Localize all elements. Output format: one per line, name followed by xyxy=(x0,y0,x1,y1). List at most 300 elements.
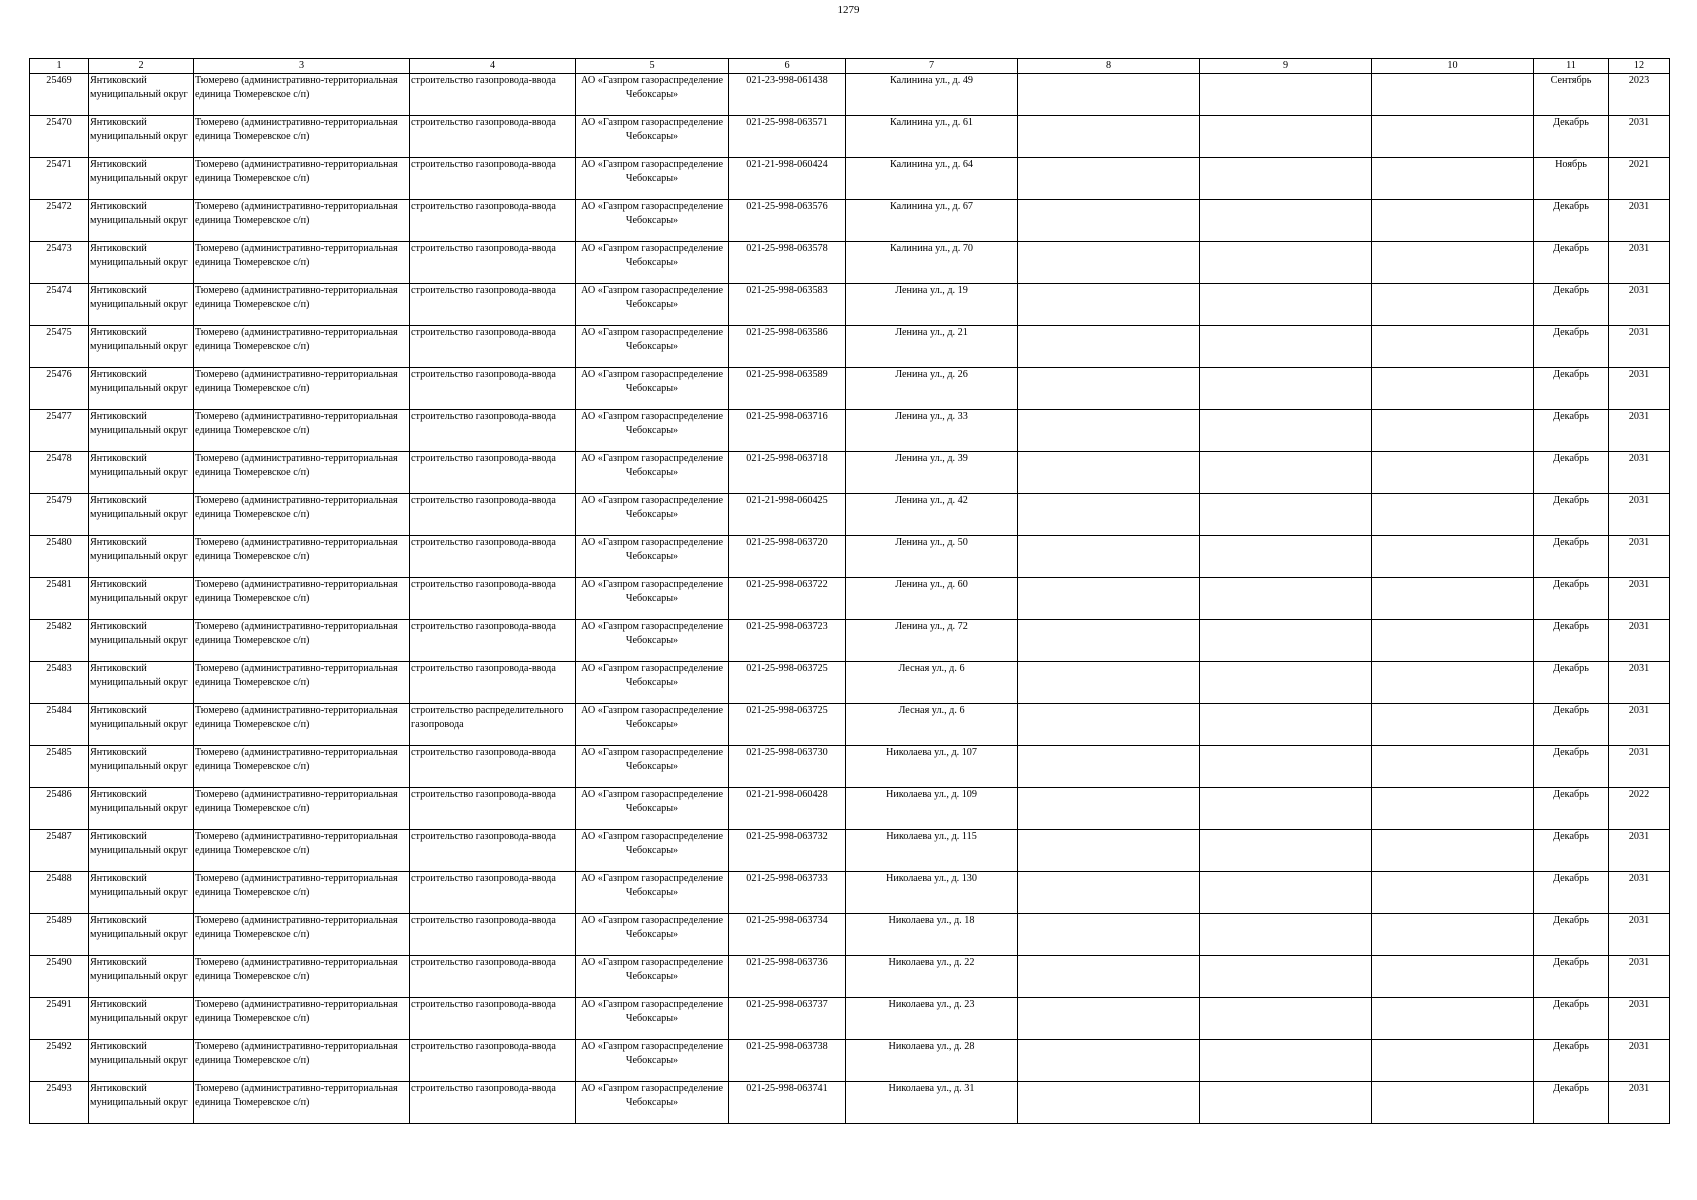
column-10-cell xyxy=(1372,74,1534,116)
settlement-cell xyxy=(194,74,410,116)
object-code-cell-text: 021-25-998-063576 xyxy=(746,201,828,212)
column-header: 3 xyxy=(194,59,410,74)
settlement-cell xyxy=(194,494,410,536)
district-cell-text: Янтиковский муниципальный округ xyxy=(90,789,188,814)
address-cell-text: Ленина ул., д. 60 xyxy=(895,579,968,590)
organization-cell xyxy=(576,410,729,452)
activity-cell xyxy=(410,746,576,788)
organization-cell xyxy=(576,200,729,242)
settlement-cell xyxy=(194,158,410,200)
month-cell xyxy=(1534,1082,1609,1124)
year-cell-text: 2031 xyxy=(1628,201,1650,212)
settlement-cell xyxy=(194,368,410,410)
table-body xyxy=(30,74,1670,1124)
table-row xyxy=(30,116,1670,158)
address-cell xyxy=(846,620,1018,662)
settlement-cell xyxy=(194,242,410,284)
column-10-cell-text xyxy=(1373,242,1532,283)
column-9-cell xyxy=(1200,872,1372,914)
activity-cell-text: строительство газопровода-ввода xyxy=(411,495,556,506)
organization-cell xyxy=(576,536,729,578)
column-9-cell xyxy=(1200,116,1372,158)
row-number-cell-text: 25486 xyxy=(46,789,72,800)
column-header: 4 xyxy=(410,59,576,74)
header-row xyxy=(30,59,1670,74)
organization-cell-text: АО «Газпром газораспределение Чебоксары» xyxy=(580,201,724,226)
address-cell xyxy=(846,578,1018,620)
column-9-cell xyxy=(1200,242,1372,284)
object-code-cell xyxy=(729,326,846,368)
object-code-cell-text: 021-25-998-063733 xyxy=(746,873,828,884)
object-code-cell-text: 021-21-998-060428 xyxy=(746,789,828,800)
object-code-cell xyxy=(729,998,846,1040)
object-code-cell xyxy=(729,1040,846,1082)
row-number-cell xyxy=(30,158,89,200)
organization-cell-text: АО «Газпром газораспределение Чебоксары» xyxy=(580,327,724,352)
month-cell-text: Декабрь xyxy=(1553,999,1589,1010)
column-header: 2 xyxy=(89,59,194,74)
year-cell-text: 2031 xyxy=(1628,579,1650,590)
activity-cell xyxy=(410,1040,576,1082)
district-cell xyxy=(89,788,194,830)
object-code-cell xyxy=(729,200,846,242)
column-9-cell xyxy=(1200,494,1372,536)
column-10-cell xyxy=(1372,914,1534,956)
object-code-cell xyxy=(729,1082,846,1124)
activity-cell xyxy=(410,74,576,116)
column-header: 9 xyxy=(1200,59,1372,74)
object-code-cell-text: 021-25-998-063737 xyxy=(746,999,828,1010)
month-cell xyxy=(1534,746,1609,788)
activity-cell-text: строительство газопровода-ввода xyxy=(411,243,556,254)
settlement-cell xyxy=(194,1040,410,1082)
object-code-cell-text: 021-25-998-063586 xyxy=(746,327,828,338)
organization-cell-text: АО «Газпром газораспределение Чебоксары» xyxy=(580,369,724,394)
district-cell xyxy=(89,536,194,578)
object-code-cell xyxy=(729,494,846,536)
year-cell-text: 2031 xyxy=(1628,873,1650,884)
address-cell xyxy=(846,662,1018,704)
row-number-cell-text: 25471 xyxy=(46,159,72,170)
object-code-cell-text: 021-25-998-063725 xyxy=(746,663,828,674)
month-cell xyxy=(1534,1040,1609,1082)
address-cell-text: Ленина ул., д. 50 xyxy=(895,537,968,548)
organization-cell-text: АО «Газпром газораспределение Чебоксары» xyxy=(580,411,724,436)
column-8-cell xyxy=(1018,74,1200,116)
district-cell-text: Янтиковский муниципальный округ xyxy=(90,243,188,268)
organization-cell xyxy=(576,662,729,704)
year-cell-text: 2031 xyxy=(1628,831,1650,842)
table-row xyxy=(30,704,1670,746)
row-number-cell xyxy=(30,494,89,536)
row-number-cell-text: 25490 xyxy=(46,957,72,968)
month-cell-text: Декабрь xyxy=(1553,243,1589,254)
month-cell xyxy=(1534,956,1609,998)
column-10-cell-text xyxy=(1373,746,1532,787)
column-10-cell xyxy=(1372,704,1534,746)
column-9-cell xyxy=(1200,662,1372,704)
column-9-cell-text xyxy=(1201,830,1370,871)
organization-cell-text: АО «Газпром газораспределение Чебоксары» xyxy=(580,705,724,730)
column-8-cell xyxy=(1018,872,1200,914)
column-9-cell xyxy=(1200,536,1372,578)
column-10-cell xyxy=(1372,452,1534,494)
column-8-cell xyxy=(1018,284,1200,326)
month-cell xyxy=(1534,578,1609,620)
month-cell xyxy=(1534,620,1609,662)
column-header: 8 xyxy=(1018,59,1200,74)
column-10-cell-text xyxy=(1373,1082,1532,1123)
settlement-cell xyxy=(194,914,410,956)
settlement-cell xyxy=(194,746,410,788)
column-9-cell-text xyxy=(1201,74,1370,115)
year-cell-text: 2031 xyxy=(1628,621,1650,632)
year-cell-text: 2031 xyxy=(1628,411,1650,422)
object-code-cell-text: 021-25-998-063736 xyxy=(746,957,828,968)
column-9-cell-text xyxy=(1201,788,1370,829)
activity-cell xyxy=(410,704,576,746)
district-cell-text: Янтиковский муниципальный округ xyxy=(90,579,188,604)
column-8-cell xyxy=(1018,704,1200,746)
district-cell-text: Янтиковский муниципальный округ xyxy=(90,915,188,940)
column-10-cell-text xyxy=(1373,410,1532,451)
object-code-cell-text: 021-25-998-063723 xyxy=(746,621,828,632)
year-cell xyxy=(1609,494,1670,536)
settlement-cell-text: Тюмерево (административно-территориальная единица Тюмеревское с/п) xyxy=(195,789,398,814)
table-row xyxy=(30,74,1670,116)
year-cell xyxy=(1609,242,1670,284)
activity-cell-text: строительство газопровода-ввода xyxy=(411,453,556,464)
year-cell xyxy=(1609,452,1670,494)
district-cell-text: Янтиковский муниципальный округ xyxy=(90,495,188,520)
month-cell-text: Декабрь xyxy=(1553,705,1589,716)
month-cell-text: Ноябрь xyxy=(1555,159,1587,170)
settlement-cell-text: Тюмерево (административно-территориальная единица Тюмеревское с/п) xyxy=(195,663,398,688)
settlement-cell xyxy=(194,872,410,914)
column-8-cell xyxy=(1018,452,1200,494)
address-cell-text: Ленина ул., д. 72 xyxy=(895,621,968,632)
column-10-cell-text xyxy=(1373,998,1532,1039)
address-cell xyxy=(846,326,1018,368)
district-cell xyxy=(89,746,194,788)
column-10-cell xyxy=(1372,200,1534,242)
row-number-cell xyxy=(30,704,89,746)
object-code-cell xyxy=(729,578,846,620)
address-cell xyxy=(846,74,1018,116)
district-cell-text: Янтиковский муниципальный округ xyxy=(90,411,188,436)
column-8-cell xyxy=(1018,200,1200,242)
organization-cell xyxy=(576,1082,729,1124)
activity-cell-text: строительство газопровода-ввода xyxy=(411,831,556,842)
column-10-cell-text xyxy=(1373,284,1532,325)
row-number-cell-text: 25470 xyxy=(46,117,72,128)
organization-cell-text: АО «Газпром газораспределение Чебоксары» xyxy=(580,747,724,772)
column-header: 1 xyxy=(30,59,89,74)
column-8-cell xyxy=(1018,956,1200,998)
organization-cell xyxy=(576,830,729,872)
row-number-cell-text: 25477 xyxy=(46,411,72,422)
column-9-cell-text xyxy=(1201,872,1370,913)
settlement-cell xyxy=(194,284,410,326)
activity-cell xyxy=(410,368,576,410)
row-number-cell xyxy=(30,410,89,452)
month-cell-text: Декабрь xyxy=(1553,453,1589,464)
settlement-cell xyxy=(194,830,410,872)
row-number-cell xyxy=(30,1040,89,1082)
year-cell-text: 2022 xyxy=(1628,789,1650,800)
row-number-cell-text: 25475 xyxy=(46,327,72,338)
address-cell xyxy=(846,200,1018,242)
object-code-cell-text: 021-25-998-063718 xyxy=(746,453,828,464)
address-cell-text: Калинина ул., д. 49 xyxy=(889,75,974,86)
address-cell-text: Калинина ул., д. 61 xyxy=(889,117,974,128)
district-cell xyxy=(89,326,194,368)
column-8-cell xyxy=(1018,326,1200,368)
column-9-cell xyxy=(1200,788,1372,830)
column-9-cell-text xyxy=(1201,662,1370,703)
address-cell xyxy=(846,410,1018,452)
object-code-cell-text: 021-25-998-063732 xyxy=(746,831,828,842)
year-cell xyxy=(1609,830,1670,872)
district-cell xyxy=(89,956,194,998)
object-code-cell xyxy=(729,536,846,578)
object-code-cell xyxy=(729,704,846,746)
column-9-cell xyxy=(1200,452,1372,494)
district-cell-text: Янтиковский муниципальный округ xyxy=(90,705,188,730)
activity-cell xyxy=(410,620,576,662)
column-9-cell xyxy=(1200,1082,1372,1124)
row-number-cell-text: 25485 xyxy=(46,747,72,758)
address-cell xyxy=(846,872,1018,914)
month-cell-text: Декабрь xyxy=(1553,117,1589,128)
object-code-cell xyxy=(729,74,846,116)
column-8-cell-text xyxy=(1019,830,1198,871)
district-cell xyxy=(89,116,194,158)
activity-cell-text: строительство газопровода-ввода xyxy=(411,537,556,548)
settlement-cell-text: Тюмерево (административно-территориальная единица Тюмеревское с/п) xyxy=(195,621,398,646)
column-10-cell-text xyxy=(1373,578,1532,619)
column-10-cell xyxy=(1372,1082,1534,1124)
settlement-cell-text: Тюмерево (административно-территориальная единица Тюмеревское с/п) xyxy=(195,411,398,436)
year-cell xyxy=(1609,788,1670,830)
year-cell xyxy=(1609,158,1670,200)
activity-cell xyxy=(410,116,576,158)
row-number-cell xyxy=(30,200,89,242)
object-code-cell xyxy=(729,116,846,158)
object-code-cell-text: 021-21-998-060424 xyxy=(746,159,828,170)
activity-cell-text: строительство газопровода-ввода xyxy=(411,159,556,170)
district-cell-text: Янтиковский муниципальный округ xyxy=(90,327,188,352)
object-code-cell-text: 021-25-998-063589 xyxy=(746,369,828,380)
organization-cell xyxy=(576,704,729,746)
column-9-cell-text xyxy=(1201,242,1370,283)
district-cell xyxy=(89,914,194,956)
organization-cell-text: АО «Газпром газораспределение Чебоксары» xyxy=(580,495,724,520)
month-cell xyxy=(1534,872,1609,914)
district-cell xyxy=(89,998,194,1040)
address-cell xyxy=(846,746,1018,788)
district-cell-text: Янтиковский муниципальный округ xyxy=(90,999,188,1024)
settlement-cell-text: Тюмерево (административно-территориальная единица Тюмеревское с/п) xyxy=(195,495,398,520)
column-9-cell-text xyxy=(1201,284,1370,325)
object-code-cell-text: 021-25-998-063571 xyxy=(746,117,828,128)
column-9-cell-text xyxy=(1201,578,1370,619)
column-header: 5 xyxy=(576,59,729,74)
row-number-cell-text: 25484 xyxy=(46,705,72,716)
month-cell xyxy=(1534,704,1609,746)
settlement-cell-text: Тюмерево (административно-территориальная единица Тюмеревское с/п) xyxy=(195,369,398,394)
table-row xyxy=(30,368,1670,410)
month-cell xyxy=(1534,284,1609,326)
object-code-cell-text: 021-25-998-063722 xyxy=(746,579,828,590)
column-10-cell xyxy=(1372,872,1534,914)
table-row xyxy=(30,914,1670,956)
register-table xyxy=(29,58,1670,1124)
table-row xyxy=(30,872,1670,914)
month-cell xyxy=(1534,830,1609,872)
address-cell xyxy=(846,158,1018,200)
row-number-cell xyxy=(30,746,89,788)
district-cell xyxy=(89,410,194,452)
organization-cell-text: АО «Газпром газораспределение Чебоксары» xyxy=(580,159,724,184)
activity-cell-text: строительство газопровода-ввода xyxy=(411,747,556,758)
row-number-cell xyxy=(30,536,89,578)
column-9-cell xyxy=(1200,578,1372,620)
organization-cell xyxy=(576,578,729,620)
activity-cell-text: строительство газопровода-ввода xyxy=(411,285,556,296)
row-number-cell xyxy=(30,872,89,914)
row-number-cell-text: 25473 xyxy=(46,243,72,254)
activity-cell xyxy=(410,326,576,368)
column-10-cell xyxy=(1372,662,1534,704)
district-cell xyxy=(89,242,194,284)
activity-cell-text: строительство газопровода-ввода xyxy=(411,327,556,338)
month-cell-text: Декабрь xyxy=(1553,1041,1589,1052)
month-cell xyxy=(1534,116,1609,158)
organization-cell-text: АО «Газпром газораспределение Чебоксары» xyxy=(580,1041,724,1066)
object-code-cell xyxy=(729,620,846,662)
row-number-cell-text: 25488 xyxy=(46,873,72,884)
organization-cell-text: АО «Газпром газораспределение Чебоксары» xyxy=(580,537,724,562)
organization-cell xyxy=(576,368,729,410)
column-9-cell xyxy=(1200,1040,1372,1082)
activity-cell xyxy=(410,452,576,494)
organization-cell-text: АО «Газпром газораспределение Чебоксары» xyxy=(580,999,724,1024)
organization-cell xyxy=(576,746,729,788)
district-cell-text: Янтиковский муниципальный округ xyxy=(90,1083,188,1108)
activity-cell xyxy=(410,242,576,284)
address-cell-text: Калинина ул., д. 70 xyxy=(889,243,974,254)
row-number-cell xyxy=(30,284,89,326)
column-10-cell-text xyxy=(1373,452,1532,493)
address-cell xyxy=(846,494,1018,536)
address-cell-text: Николаева ул., д. 23 xyxy=(888,999,975,1010)
year-cell xyxy=(1609,74,1670,116)
district-cell-text: Янтиковский муниципальный округ xyxy=(90,453,188,478)
activity-cell-text: строительство газопровода-ввода xyxy=(411,1041,556,1052)
column-8-cell-text xyxy=(1019,116,1198,157)
column-8-cell xyxy=(1018,620,1200,662)
column-header: 12 xyxy=(1609,59,1670,74)
object-code-cell xyxy=(729,284,846,326)
address-cell xyxy=(846,1082,1018,1124)
year-cell xyxy=(1609,620,1670,662)
column-10-cell xyxy=(1372,158,1534,200)
column-8-cell-text xyxy=(1019,788,1198,829)
settlement-cell-text: Тюмерево (административно-территориальная единица Тюмеревское с/п) xyxy=(195,957,398,982)
district-cell-text: Янтиковский муниципальный округ xyxy=(90,75,188,100)
column-9-cell xyxy=(1200,284,1372,326)
object-code-cell xyxy=(729,956,846,998)
month-cell-text: Декабрь xyxy=(1553,537,1589,548)
table-row xyxy=(30,620,1670,662)
column-9-cell xyxy=(1200,368,1372,410)
column-8-cell-text xyxy=(1019,74,1198,115)
column-8-cell xyxy=(1018,410,1200,452)
month-cell xyxy=(1534,200,1609,242)
organization-cell-text: АО «Газпром газораспределение Чебоксары» xyxy=(580,117,724,142)
column-8-cell-text xyxy=(1019,746,1198,787)
month-cell-text: Декабрь xyxy=(1553,411,1589,422)
table-row xyxy=(30,578,1670,620)
organization-cell xyxy=(576,284,729,326)
month-cell xyxy=(1534,74,1609,116)
year-cell-text: 2031 xyxy=(1628,705,1650,716)
activity-cell-text: строительство газопровода-ввода xyxy=(411,789,556,800)
column-9-cell-text xyxy=(1201,1040,1370,1081)
organization-cell-text: АО «Газпром газораспределение Чебоксары» xyxy=(580,831,724,856)
activity-cell xyxy=(410,1082,576,1124)
district-cell-text: Янтиковский муниципальный округ xyxy=(90,537,188,562)
object-code-cell xyxy=(729,368,846,410)
column-8-cell-text xyxy=(1019,242,1198,283)
column-header: 11 xyxy=(1534,59,1609,74)
table-row xyxy=(30,536,1670,578)
column-10-cell-text xyxy=(1373,620,1532,661)
row-number-cell xyxy=(30,998,89,1040)
year-cell xyxy=(1609,872,1670,914)
activity-cell xyxy=(410,830,576,872)
settlement-cell-text: Тюмерево (административно-территориальная единица Тюмеревское с/п) xyxy=(195,243,398,268)
column-9-cell xyxy=(1200,326,1372,368)
address-cell-text: Николаева ул., д. 130 xyxy=(886,873,977,884)
month-cell-text: Декабрь xyxy=(1553,369,1589,380)
table-row xyxy=(30,788,1670,830)
year-cell-text: 2031 xyxy=(1628,663,1650,674)
settlement-cell xyxy=(194,788,410,830)
column-10-cell-text xyxy=(1373,326,1532,367)
column-8-cell xyxy=(1018,998,1200,1040)
settlement-cell xyxy=(194,452,410,494)
column-9-cell xyxy=(1200,620,1372,662)
settlement-cell xyxy=(194,578,410,620)
district-cell-text: Янтиковский муниципальный округ xyxy=(90,117,188,142)
activity-cell xyxy=(410,158,576,200)
settlement-cell-text: Тюмерево (административно-территориальная единица Тюмеревское с/п) xyxy=(195,75,398,100)
year-cell xyxy=(1609,200,1670,242)
settlement-cell xyxy=(194,662,410,704)
row-number-cell-text: 25492 xyxy=(46,1041,72,1052)
address-cell-text: Ленина ул., д. 39 xyxy=(895,453,968,464)
year-cell xyxy=(1609,746,1670,788)
column-10-cell-text xyxy=(1373,788,1532,829)
district-cell-text: Янтиковский муниципальный округ xyxy=(90,747,188,772)
column-9-cell-text xyxy=(1201,410,1370,451)
column-10-cell xyxy=(1372,284,1534,326)
object-code-cell-text: 021-25-998-063738 xyxy=(746,1041,828,1052)
row-number-cell-text: 25472 xyxy=(46,201,72,212)
column-9-cell xyxy=(1200,410,1372,452)
